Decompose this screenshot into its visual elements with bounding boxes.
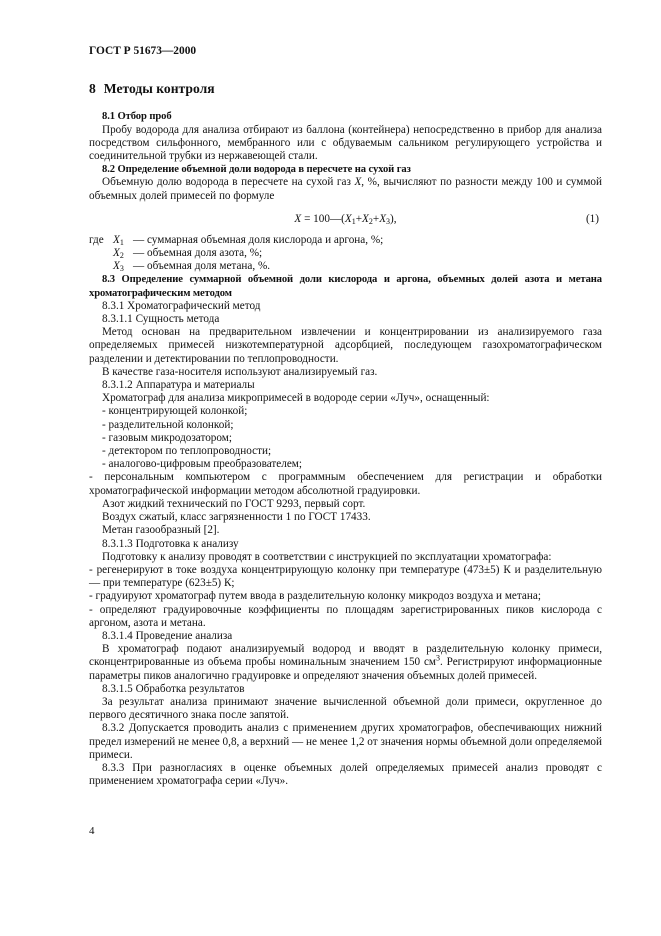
para-analysis-a: В хроматограф подают анализируемый водород и вводят в разделительную колонку примеси, сконцентрированные из объема пробы номинальным значением 150 см: [89, 643, 602, 669]
para-nitrogen: Азот жидкий технический по ГОСТ 9293, первый сорт.: [102, 497, 366, 510]
heading-8-1: 8.1 Отбор проб: [102, 111, 172, 123]
list-item: - персональным компьютером с программным обеспечением для регистрации и обработки хроматографической информации методом абсолютной градуировки.: [89, 471, 602, 497]
definition-x1: — суммарная объемная доля кислорода и аргона, %;: [133, 233, 384, 246]
section-title: Методы контроля: [103, 81, 215, 97]
symbol-x1: $X_1$: [113, 233, 124, 247]
list-item: - аналогово-цифровым преобразователем;: [102, 458, 302, 471]
para-analysis-b: . Регистрируют информационные параметры пиков аналогично градуировке и определяют значения объемных долей примесей.: [89, 656, 602, 682]
para-8-3-2: 8.3.2 Допускается проводить анализ с применением других хроматографов, обеспечивающих нижний предел измерений не менее 0,8, а верхний — не менее 1,2 от значения нормы объемной доли определяемой примеси.: [89, 722, 602, 761]
definition-row: [89, 234, 602, 247]
list-item: - разделительной колонкой;: [102, 418, 234, 431]
symbol-x2: $X_2$: [113, 247, 124, 261]
text-8-2: [89, 176, 602, 202]
text-8-2-var: X: [354, 176, 362, 189]
para-result: За результат анализа принимают значение вычисленной объемной доли примеси, округленное до первого десятичного знака после запятой.: [89, 695, 602, 722]
heading-8-3: 8.3 Определение суммарной объемной доли кислорода и аргона, объемных долей азота и метана хроматографическим методом: [89, 274, 602, 299]
para-8-3-3: 8.3.3 При разногласиях в оценке объемных долей определяемых примесей анализ проводят с применением хроматографа серии «Луч».: [89, 761, 602, 788]
para-analysis: [89, 643, 602, 683]
equipment-list: [89, 405, 602, 497]
para-8-3-1-1: 8.3.1.1 Сущность метода: [102, 313, 220, 326]
para-preparation: Подготовку к анализу проводят в соответствии с инструкцией по эксплуатации хроматографа:: [102, 550, 552, 563]
definition-row: [89, 260, 602, 273]
para-8-3-1-4: 8.3.1.4 Проведение анализа: [102, 629, 233, 642]
list-item: - определяют градуировочные коэффициенты по площадям зарегистрированных пиков кислорода с аргоном, азота и метана.: [89, 603, 602, 629]
para-chromatograph: Хроматограф для анализа микропримесей в водороде серии «Луч», оснащенный:: [102, 392, 490, 405]
para-carrier-gas: В качестве газа-носителя используют анализируемый газ.: [102, 365, 378, 378]
list-item: - газовым микродозатором;: [102, 431, 232, 444]
symbol-x3: $X_3$: [113, 260, 124, 274]
section-8-title: [89, 82, 602, 95]
list-item: - градуируют хроматограф путем ввода в разделительную колонку микродоз воздуха и метана;: [89, 590, 541, 603]
para-methane: Метан газообразный [2].: [102, 524, 220, 537]
formula-1: [89, 213, 602, 229]
formula-expression: $X = 100—(X_1+X_2+X_3)$,: [294, 212, 397, 226]
text-8-2-b: , %, вычисляют по разности между 100 и суммой объемных долей примесей по формуле: [89, 176, 602, 202]
list-item: - регенерируют в токе воздуха концентрирующую колонку при температуре (473±5) К и разделительную — при температуре (623±5) К;: [89, 563, 602, 590]
para-air: Воздух сжатый, класс загрязненности 1 по ГОСТ 17433.: [102, 511, 371, 524]
para-8-3-1: 8.3.1 Хроматографический метод: [102, 299, 261, 312]
preparation-list: [89, 564, 602, 630]
heading-8-2: 8.2 Определение объемной доли водорода в пересчете на сухой газ: [102, 164, 411, 176]
formula-number: (1): [585, 212, 599, 225]
definition-row: [89, 247, 602, 260]
defs-where: где: [89, 233, 104, 246]
page-content: [89, 45, 602, 788]
standard-header: ГОСТ Р 51673—2000: [89, 45, 197, 57]
page-number: 4: [89, 825, 95, 837]
definition-x2: — объемная доля азота, %;: [133, 247, 263, 260]
para-analysis-sup: 3: [436, 653, 441, 663]
para-method-essence: Метод основан на предварительном извлечении и концентрировании из анализируемого газа определяемых примесей низкотемпературной адсорбцией, последующем газохроматографическом разделении и детектировании по теплопроводности.: [89, 326, 602, 365]
para-8-3-1-5: 8.3.1.5 Обработка результатов: [102, 682, 245, 695]
section-number: 8: [89, 81, 96, 97]
list-item: - концентрирующей колонкой;: [102, 405, 248, 418]
para-8-3-1-3: 8.3.1.3 Подготовка к анализу: [102, 537, 239, 550]
formula-definitions: [89, 234, 602, 274]
para-8-3-1-2: 8.3.1.2 Аппаратура и материалы: [102, 379, 255, 392]
text-8-1: Пробу водорода для анализа отбирают из баллона (контейнера) непосредственно в прибор для анализа посредством сильфонного, мембранного или с обдуваемым сальником регулирующего устройства и соединительной трубки из нержавеющей стали.: [89, 123, 602, 163]
text-8-2-a: Объемную долю водорода в пересчете на сухой газ: [102, 176, 355, 189]
list-item: - детектором по теплопроводности;: [102, 445, 272, 458]
definition-x3: — объемная доля метана, %.: [133, 260, 271, 273]
